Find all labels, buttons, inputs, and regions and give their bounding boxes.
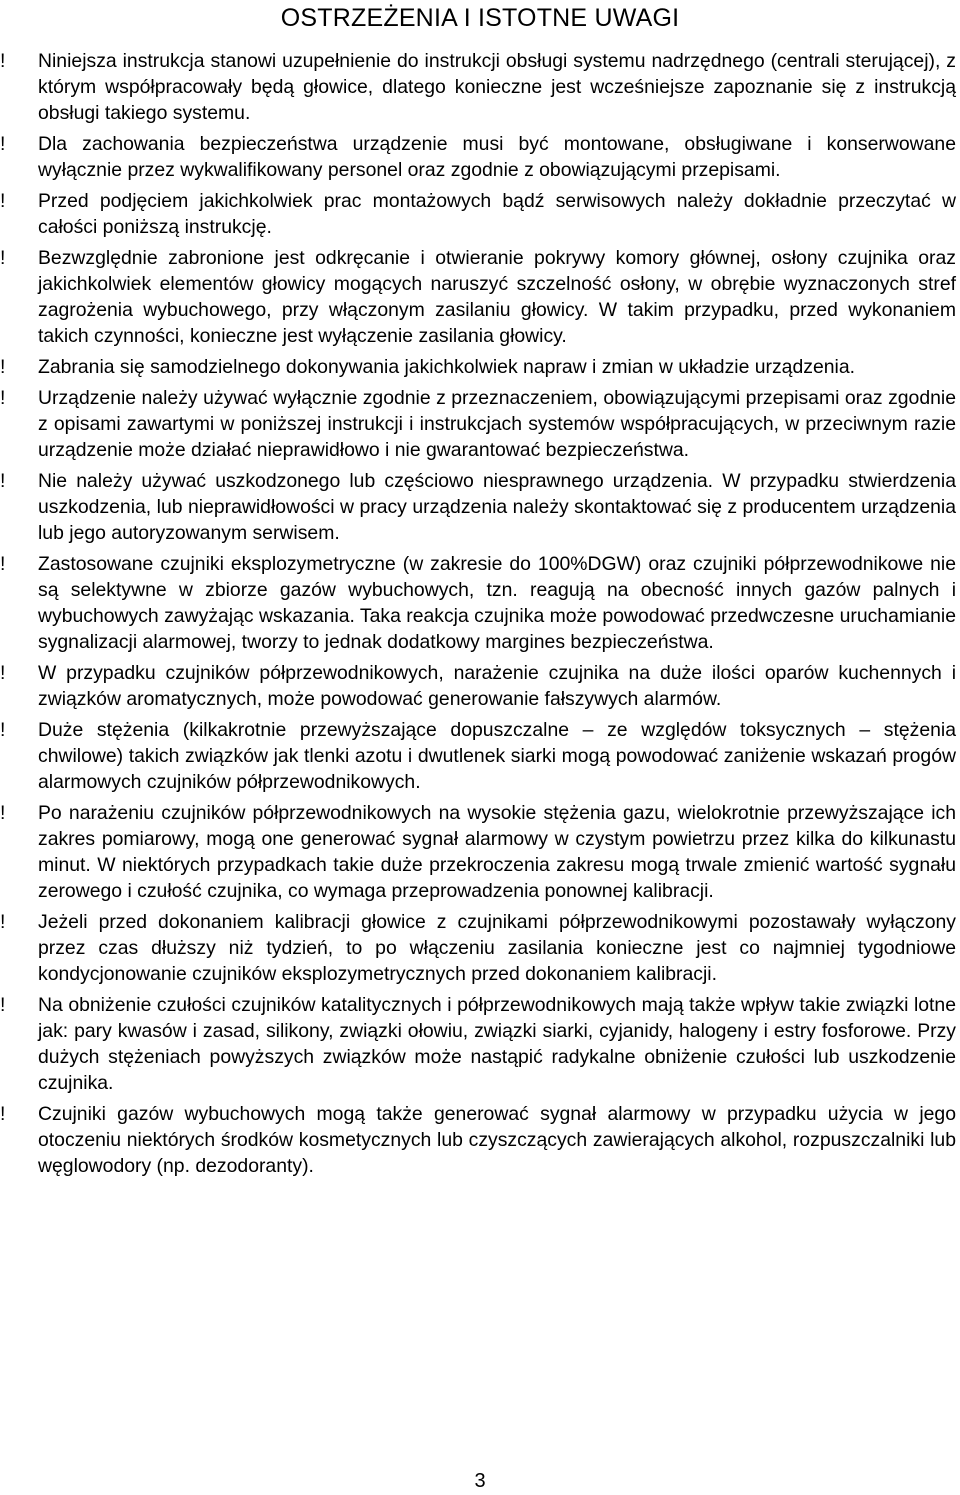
warning-mark-icon: ! [0, 50, 6, 72]
warning-mark-icon: ! [0, 356, 6, 378]
warning-text: Urządzenie należy używać wyłącznie zgodnie z przeznaczeniem, obowiązującymi przepisami oraz zgodnie z opisami zawartymi w poniższej instrukcji i instrukcjach systemów współpracujących, w przeciwnym razie urządzenie może działać nieprawidłowo i nie gwarantować bezpieczeństwa. [38, 387, 956, 461]
warning-text: Bezwzględnie zabronione jest odkręcanie i otwieranie pokrywy komory głównej, osłony czujnika oraz jakichkolwiek elementów głowicy mogących naruszyć szczelność osłony, w obrębie wyznaczonych stref zagrożenia wybuchowego, przy włączonym zasilaniu głowicy. W takim przypadku, przed wykonaniem takich czynności, konieczne jest wyłączenie zasilania głowicy. [38, 247, 956, 347]
warning-item [0, 385, 956, 463]
warning-mark-icon: ! [0, 470, 6, 492]
warning-mark-icon: ! [0, 553, 6, 575]
warning-text: Duże stężenia (kilkakrotnie przewyższające dopuszczalne – ze względów toksycznych – stężenia chwilowe) takich związków jak tlenki azotu i dwutlenek siarki mogą powodować zaniżenie wskazań progów alarmowych czujników półprzewodnikowych. [38, 719, 956, 793]
warning-text: Zastosowane czujniki eksplozymetryczne (w zakresie do 100%DGW) oraz czujniki półprzewodnikowe nie są selektywne w zbiorze gazów wybuchowych, tzn. reagują na obecność innych gazów palnych i wybuchowych zawyżając wskazania. Taka reakcja czujnika może powodować przedwczesne uruchamianie sygnalizacji alarmowej, tworzy to jednak dodatkowy margines bezpieczeństwa. [38, 553, 956, 653]
warning-item [0, 717, 956, 795]
warning-item [0, 660, 956, 712]
warning-mark-icon: ! [0, 994, 6, 1016]
warning-item [0, 992, 956, 1096]
warning-text: Nie należy używać uszkodzonego lub częściowo niesprawnego urządzenia. W przypadku stwierdzenia uszkodzenia, lub nieprawidłowości w pracy urządzenia należy skontaktować się z producentem urządzenia lub jego autoryzowanym serwisem. [38, 470, 956, 544]
warning-text: Jeżeli przed dokonaniem kalibracji głowice z czujnikami półprzewodnikowymi pozostawały wyłączony przez czas dłuższy niż tydzień, to po włączeniu zasilania konieczne jest co najmniej tygodniowe kondycjonowanie czujników eksplozymetrycznych przed dokonaniem kalibracji. [38, 911, 956, 985]
warning-mark-icon: ! [0, 662, 6, 684]
warning-mark-icon: ! [0, 190, 6, 212]
warning-item [0, 468, 956, 546]
warning-item [0, 48, 956, 126]
warning-mark-icon: ! [0, 133, 6, 155]
warning-mark-icon: ! [0, 1103, 6, 1125]
warning-mark-icon: ! [0, 802, 6, 824]
warning-mark-icon: ! [0, 719, 6, 741]
page-title: OSTRZEŻENIA I ISTOTNE UWAGI [280, 4, 680, 32]
warning-item [0, 131, 956, 183]
warning-text: Czujniki gazów wybuchowych mogą także generować sygnał alarmowy w przypadku użycia w jego otoczeniu niektórych środków kosmetycznych lub czyszczących zawierających alkohol, rozpuszczalniki lub węglowodory (np. dezodoranty). [38, 1103, 956, 1177]
warning-item [0, 1101, 956, 1179]
warning-text: Zabrania się samodzielnego dokonywania jakichkolwiek napraw i zmian w układzie urządzenia. [38, 356, 855, 378]
warning-text: Po narażeniu czujników półprzewodnikowych na wysokie stężenia gazu, wielokrotnie przewyższające ich zakres pomiarowy, mogą one generować sygnał alarmowy w czystym powietrzu przez kilka do kilkunastu minut. W niektórych przypadkach takie duże przekroczenia zakresu mogą trwale zmienić wartość sygnału zerowego i czułość czujnika, co wymaga przeprowadzenia ponownej kalibracji. [38, 802, 956, 902]
page-number: 3 [474, 1470, 486, 1492]
warning-text: Na obniżenie czułości czujników katalitycznych i półprzewodnikowych mają także wpływ takie związki lotne jak: pary kwasów i zasad, silikony, związki ołowiu, związki siarki, cyjanidy, halogeny i estry fosforowe. Przy dużych stężeniach powyższych związków może nastąpić radykalne obniżenie czułości lub uszkodzenie czujnika. [38, 994, 956, 1094]
warning-item [0, 188, 956, 240]
warnings-list [0, 48, 956, 1184]
warning-item [0, 551, 956, 655]
warning-text: Dla zachowania bezpieczeństwa urządzenie musi być montowane, obsługiwane i konserwowane wyłącznie przez wykwalifikowany personel oraz zgodnie z obowiązującymi przepisami. [38, 133, 956, 181]
warning-mark-icon: ! [0, 247, 6, 269]
warning-item [0, 909, 956, 987]
warning-text: W przypadku czujników półprzewodnikowych, narażenie czujnika na duże ilości oparów kuchennych i związków aromatycznych, może powodować generowanie fałszywych alarmów. [38, 662, 956, 710]
warning-item [0, 800, 956, 904]
warning-mark-icon: ! [0, 911, 6, 933]
warning-item [0, 354, 956, 380]
warning-text: Niniejsza instrukcja stanowi uzupełnienie do instrukcji obsługi systemu nadrzędnego (centrali sterującej), z którym współpracowały będą głowice, dlatego konieczne jest wcześniejsze zapoznanie się z instrukcją obsługi takiego systemu. [38, 50, 956, 124]
warning-text: Przed podjęciem jakichkolwiek prac montażowych bądź serwisowych należy dokładnie przeczytać w całości poniższą instrukcję. [38, 190, 956, 238]
warning-item [0, 245, 956, 349]
warning-mark-icon: ! [0, 387, 6, 409]
